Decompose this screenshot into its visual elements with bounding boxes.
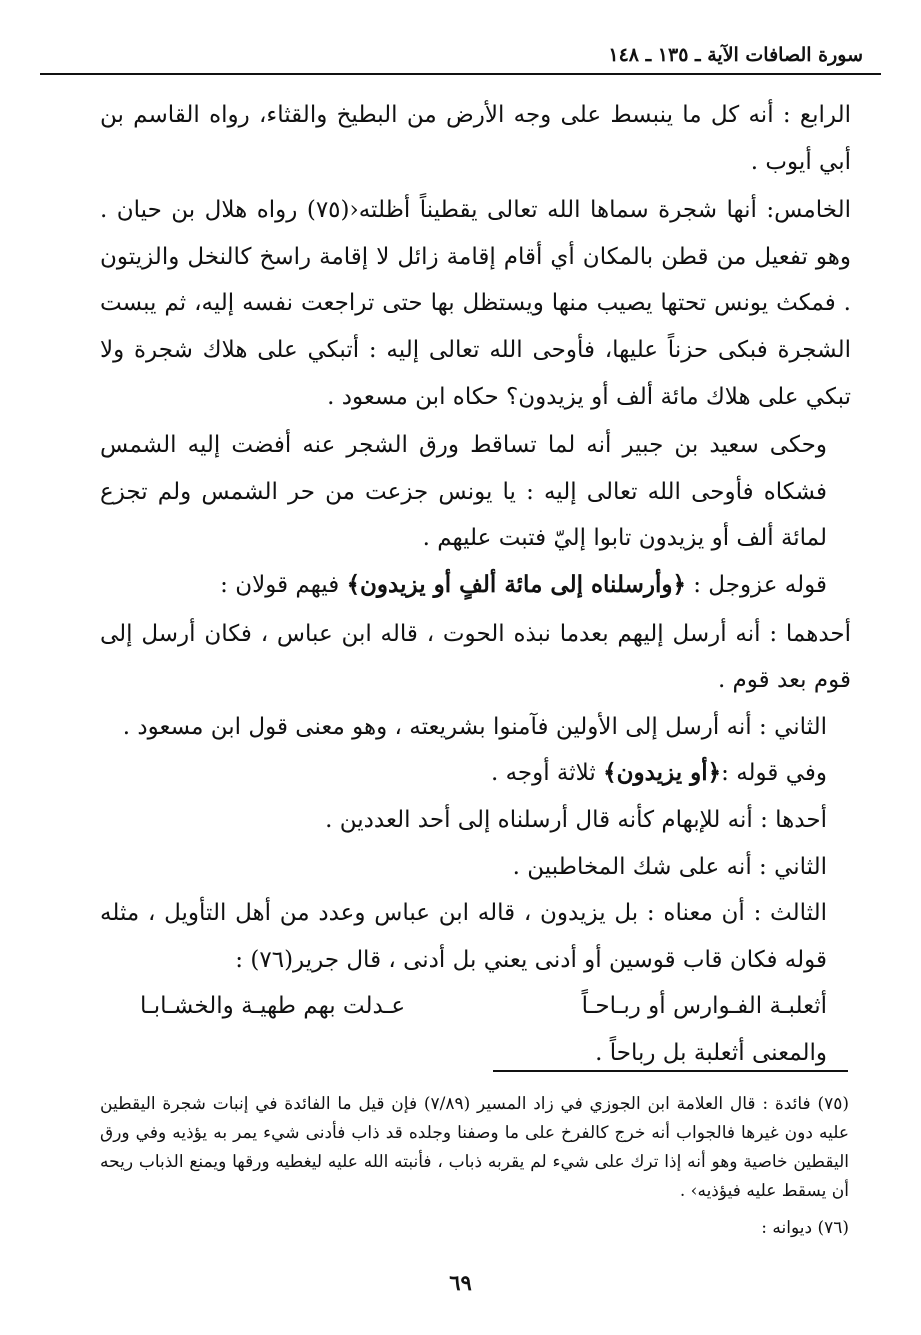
- paragraph-fourth-opinion: الرابع : أنه كل ما ينبسط على وجه الأرض من البطيخ والقثاء، رواه القاسم بن أبي أيوب .: [100, 102, 851, 175]
- main-text: [100, 92, 851, 1076]
- running-header: سورة الصافات الآية ـ ١٣٥ ـ ١٤٨: [608, 44, 863, 66]
- quran-verse-2: ﴿أو يزيدون﴾: [603, 759, 722, 787]
- aspect-one: أحدها : أنه للإبهام كأنه قال أرسلناه إلى أحد العددين .: [325, 806, 827, 833]
- quote-suffix: فيهم قولان :: [220, 571, 340, 598]
- quran-verse: ﴿وأرسلناه إلى مائة ألفٍ أو يزيدون﴾: [346, 570, 686, 598]
- quran-quote-line-2: [100, 750, 851, 797]
- footnote-rule: [493, 1070, 848, 1072]
- footnote-76: (٧٦) ديوانه :: [761, 1218, 849, 1238]
- paragraph-saeed-narration: وحكى سعيد بن جبير أنه لما تساقط ورق الشجر عنه أفضت إليه الشمس فشكاه فأوحى الله تعالى إليه : يا يونس جزعت من حر الشمس ولم تجزع لمائة ألف أو يزيدون تابوا إليّ فتبت عليهم .: [100, 432, 827, 552]
- quote2-suffix: ثلاثة أوجه .: [490, 760, 596, 787]
- footnotes: [100, 1090, 849, 1243]
- verse-gloss: والمعنى أثعلبة بل رباحاً .: [595, 1039, 827, 1066]
- verse-hemistich-right: أثعلبـة الفـوارس أو ربـاحـاً: [581, 993, 827, 1020]
- header-rule: [40, 73, 881, 75]
- paragraph-first-saying: أحدهما : أنه أرسل إليهم بعدما نبذه الحوت ، قاله ابن عباس ، فكان أرسل إلى قوم بعد قوم .: [100, 620, 851, 694]
- quote2-prefix: وفي قوله :: [721, 760, 827, 787]
- paragraph-fifth-opinion: الخامس: أنها شجرة سماها الله تعالى يقطيناً أظلته‹(٧٥) رواه هلال بن حيان . وهو تفعيل من قطن بالمكان أي أقام إقامة زائل لا إقامة راسخ كالنخل والزيتون . فمكث يونس تحتها يصيب منها ويستظل بها حتى تراجعت نفسه إليه، ثم يبست الشجرة فبكى حزناً عليها، فأوحى الله تعالى إليه : أتبكي على هلاك شجرة ولا تبكي على هلاك مائة ألف أو يزيدون؟ حكاه ابن مسعود .: [100, 197, 851, 410]
- footnote-75: (٧٥) فائدة : قال العلامة ابن الجوزي في زاد المسير (٧/٨٩) فإن قيل ما الفائدة في إنبات شجرة اليقطين عليه دون غيرها فالجواب أنه خرج كالفرخ على ما وصفنا وجلده قد ذاب فأدنى شيء يمر به يؤذيه وفي ورق اليقطين خاصية وهو أنه إذا ترك على شيء لم يقربه ذباب ، فأنبته الله عليه ليغطيه ورقها ويمنع الذباب ريحه أن يسقط عليه فيؤذيه› .: [100, 1094, 849, 1201]
- aspect-three: الثالث : أن معناه : بل يزيدون ، قاله ابن عباس وعدد من أهل التأويل ، مثله قوله فكان قاب قوسين أو أدنى يعني بل أدنى ، قال جرير(٧٦) :: [100, 900, 827, 973]
- verse-hemistich-left: عـدلت بهم طهيـة والخشـابـا: [140, 993, 406, 1020]
- aspect-two: الثاني : أنه على شك المخاطبين .: [512, 853, 827, 880]
- poetry-verse: [100, 983, 851, 1076]
- paragraph-second-saying: الثاني : أنه أرسل إلى الأولين فآمنوا بشريعته ، وهو معنى قول ابن مسعود .: [122, 713, 827, 740]
- quran-quote-line: [100, 562, 851, 609]
- page-number: ٦٩: [449, 1270, 472, 1295]
- verse-line: [100, 983, 827, 1030]
- quote-prefix: قوله عزوجل :: [693, 571, 827, 598]
